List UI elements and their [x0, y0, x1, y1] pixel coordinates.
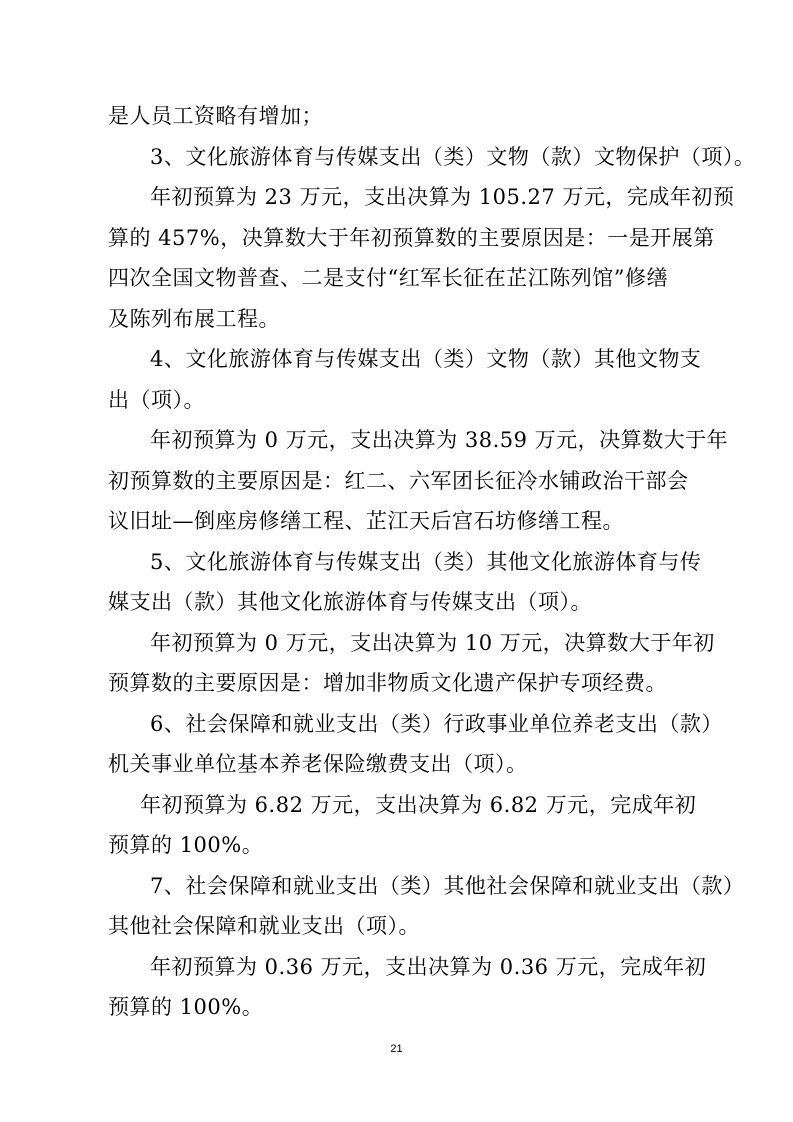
text-line-15: 预算数的主要原因是：增加非物质文化遗产保护专项经费。 [108, 671, 667, 695]
text-line-10: 初预算数的主要原因是：红二、六军团长征冷水铺政治干部会 [108, 468, 689, 493]
page-number: 21 [390, 1043, 403, 1055]
text-line-7: 4、文化旅游体育与传媒支出（类）文物（款）其他文物支 [150, 347, 702, 371]
text-line-17: 机关事业单位基本养老保险缴费支出（项）。 [108, 752, 528, 776]
text-line-2: 3、文化旅游体育与传媒支出（类）文物（款）文物保护（项）。 [150, 144, 756, 169]
text-line-11: 议旧址—倒座房修缮工程、芷江天后宫石坊修缮工程。 [108, 509, 624, 533]
text-line-12: 5、文化旅游体育与传媒支出（类）其他文化旅游体育与传 [150, 549, 702, 574]
text-line-1: 是人员工资略有增加； [108, 104, 323, 128]
text-line-14: 年初预算为 0 万元，支出决算为 10 万元，决算数大于年初 [150, 630, 715, 655]
text-line-20: 7、社会保障和就业支出（类）其他社会保障和就业支出（款） [150, 873, 745, 898]
text-line-18: 年初预算为 6.82 万元，支出决算为 6.82 万元，完成年初 [140, 792, 697, 817]
text-line-5: 四次全国文物普查、二是支付“红军长征在芷江陈列馆”修缮 [108, 266, 668, 290]
text-line-22: 年初预算为 0.36 万元，支出决算为 0.36 万元，完成年初 [150, 954, 707, 979]
text-line-16: 6、社会保障和就业支出（类）行政事业单位养老支出（款） [150, 711, 723, 736]
text-line-6: 及陈列布展工程。 [108, 306, 280, 331]
text-line-8: 出（项）。 [108, 387, 205, 412]
text-line-23: 预算的 100%。 [108, 995, 264, 1019]
text-line-4: 算的 457%，决算数大于年初预算数的主要原因是：一是开展第 [108, 225, 715, 250]
text-line-13: 媒支出（款）其他文化旅游体育与传媒支出（项）。 [108, 590, 592, 614]
text-line-19: 预算的 100%。 [108, 833, 264, 857]
text-line-9: 年初预算为 0 万元，支出决算为 38.59 万元，决算数大于年 [150, 428, 729, 452]
text-line-21: 其他社会保障和就业支出（项）。 [108, 914, 420, 938]
text-line-3: 年初预算为 23 万元，支出决算为 105.27 万元，完成年初预 [150, 185, 735, 209]
